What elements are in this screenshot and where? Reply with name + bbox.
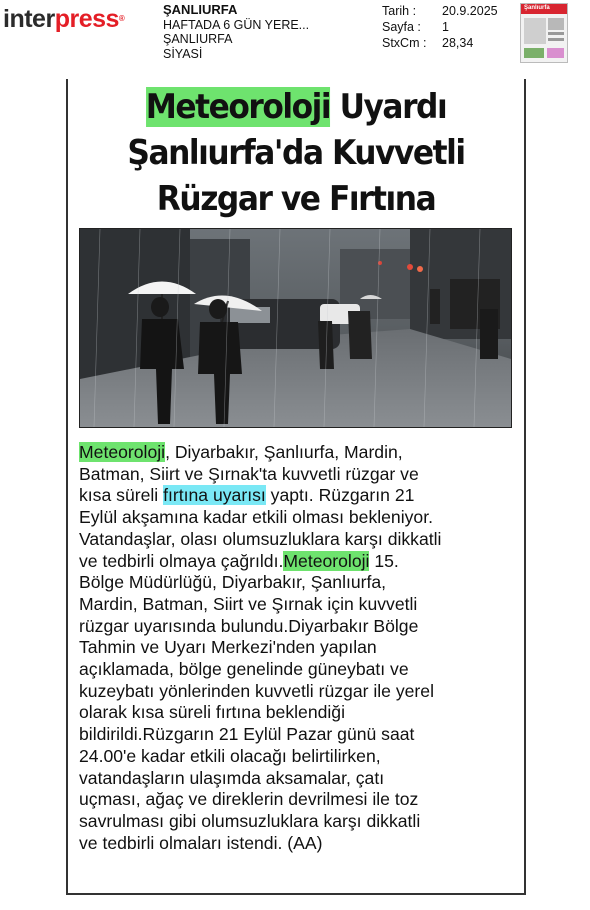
thumbnail-line (548, 32, 564, 35)
thumbnail-block (548, 18, 564, 30)
page-thumbnail[interactable] (520, 3, 568, 63)
clipping-info (382, 3, 498, 51)
publication-frequency: HAFTADA 6 GÜN YERE... (163, 17, 310, 32)
body-highlight-meteoroloji: Meteoroloji (283, 550, 370, 571)
stxcm-row (382, 35, 498, 51)
body-segment: , Diyarbakır, Şanlıurfa, Mardin, Batman, Siirt ve Şırnak'ta kuvvetli rüzgar ve kısa süreli (79, 442, 419, 506)
thumbnail-line (548, 38, 564, 41)
date-label: Tarih : (382, 4, 417, 18)
page-value: 1 (442, 20, 449, 34)
logo-registered-mark: ® (118, 14, 125, 23)
thumbnail-block (547, 48, 564, 58)
rainy-street-photo (80, 229, 511, 427)
body-segment: yaptı. Rüzgarın 21 Eylül akşamına kadar etkili olması bekleniyor. Vatandaşlar, olası olumsuzluklara karşı dikkatli ve tedbirli olmaya çağrıldı. (79, 485, 442, 571)
interpress-logo (3, 4, 124, 34)
publication-name: ŞANLIURFA (163, 2, 238, 17)
date-row (382, 3, 498, 19)
stxcm-label: StxCm : (382, 36, 427, 50)
article-body (79, 442, 519, 854)
page-label: Sayfa : (382, 20, 421, 34)
thumbnail-title: Şanlıurfa (524, 5, 550, 11)
headline-line-1 (84, 84, 507, 130)
logo-text-inter: inter (3, 5, 55, 33)
publication-city: ŞANLIURFA (163, 32, 233, 46)
body-highlight-firtina-uyarisi: fırtına uyarısı (163, 485, 266, 506)
article-body-paragraph (79, 442, 519, 854)
thumbnail-block (524, 18, 546, 44)
headline-highlight: Meteoroloji (145, 87, 331, 127)
date-value: 20.9.2025 (442, 4, 498, 18)
headline-line-2: Şanlıurfa'da Kuvvetli (127, 133, 465, 173)
headline-line-3: Rüzgar ve Fırtına (156, 179, 436, 219)
headline-line-1-rest: Uyardı (330, 87, 447, 127)
page-row (382, 19, 498, 35)
logo-text-press: press (54, 5, 119, 33)
article-photo (79, 228, 512, 428)
clipping-meta (163, 3, 309, 61)
body-highlight-meteoroloji: Meteoroloji (79, 442, 166, 462)
thumbnail-block (524, 48, 544, 58)
stxcm-value: 28,34 (442, 36, 474, 50)
article-category: SİYASİ (163, 46, 203, 61)
body-segment: 15. Bölge Müdürlüğü, Diyarbakır, Şanlıurfa, Mardin, Batman, Siirt ve Şırnak için kuvvetli rüzgar uyarısında bulundu.Diyarbakır Bölge Tahmin ve Uyarı Merkezi'nden yapılan açıklamada, bölge genelinde güneybatı ve kuzeybatı yönlerinden kuvvetli rüzgar ile yerel olarak kısa süreli fırtına beklendiği bildirildi.Rüzgarın 21 Eylül Pazar günü saat 24.00'e kadar etkili olacağı belirtilirken, vatandaşların ulaşımda aksamalar, çatı uçması, ağaç ve direklerin devrilmesi ile toz savrulması gibi olumsuzluklara karşı dikkatli ve tedbirli olmaları istendi. (AA) (79, 550, 434, 853)
